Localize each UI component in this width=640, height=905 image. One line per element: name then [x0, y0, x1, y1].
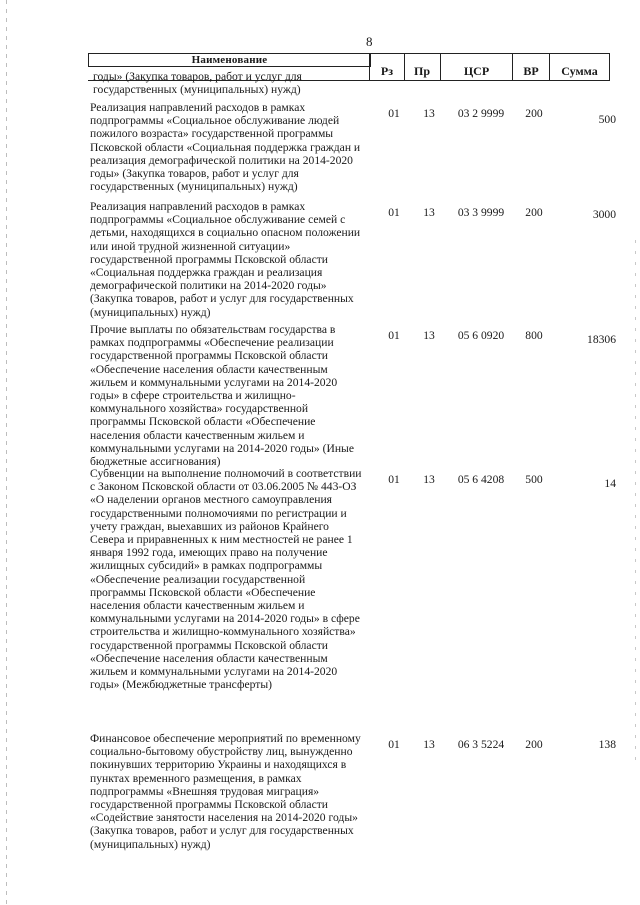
header-name: Наименование — [88, 54, 371, 67]
row-vr: 200 — [525, 738, 543, 751]
row-rz: 01 — [388, 473, 400, 486]
row-sum: 138 — [598, 738, 616, 751]
header-pr: Пр — [404, 54, 441, 80]
row-csr: 05 6 0920 — [457, 329, 505, 342]
scan-edge-right — [635, 240, 636, 760]
row-csr: 03 3 9999 — [457, 206, 505, 219]
row-vr: 200 — [525, 107, 543, 120]
carry-over-text: годы» (Закупка товаров, работ и услуг для государственных (муниципальных) нужд) — [93, 70, 302, 97]
scan-edge-left — [6, 0, 7, 905]
row-rz: 01 — [388, 329, 400, 342]
row-name: Прочие выплаты по обязательствам государства в рамках подпрограммы «Обеспечение реализации государственной программы Псковской области «Обеспечение населения области качественным жильем и коммунальными услугами на 2014-2020 годы» в сфере строительства и жилищно-коммунального хозяйства» государственной программы Псковской области «Обеспечение населения области качественным жильем и коммунальными услугами на 2014-2020 годы» (Иные бюджетные ассигнования) — [90, 323, 354, 469]
header-sum: Сумма — [550, 54, 610, 80]
row-csr: 06 3 5224 — [457, 738, 505, 751]
row-csr: 05 6 4208 — [457, 473, 505, 486]
row-csr: 03 2 9999 — [457, 107, 505, 120]
row-pr: 13 — [423, 473, 435, 486]
row-name: Финансовое обеспечение мероприятий по временному социально-бытовому обустройству лиц, вынужденно покинувших территорию Украины и находящихся в пунктах временного размещения, в рамках подпрограммы «Внешняя трудовая миграция» государственной программы Псковской области «Содействие занятости населения на 2014-2020 годы» (Закупка товаров, работ и услуг для государственных (муниципальных) нужд) — [90, 732, 361, 851]
row-vr: 500 — [525, 473, 543, 486]
row-pr: 13 — [423, 329, 435, 342]
page-number: 8 — [366, 34, 373, 49]
row-name: Субвенции на выполнение полномочий в соответствии с Законом Псковской области от 03.06.2005 № 443-ОЗ «О наделении органов местного самоуправления государственными полномочиями по регистрации и учету граждан, выехавших из районов Крайнего Севера и приравненных к ним местностей не ранее 1 января 1992 года, имеющих право на получение жилищных субсидий» в рамках подпрограммы «Обеспечение реализации государственной программы Псковской области «Обеспечение населения области качественным жильем и коммунальными услугами на 2014-2020 годы» в сфере строительства и жилищно-коммунального хозяйства» государственной программы Псковской области «Обеспечение населения области качественным жильем и коммунальными услугами на 2014-2020 годы» (Межбюджетные трансферты) — [90, 467, 362, 692]
row-sum: 3000 — [592, 208, 616, 221]
row-vr: 800 — [525, 329, 543, 342]
row-rz: 01 — [388, 738, 400, 751]
header-vr: ВР — [513, 54, 550, 80]
header-rz: Рз — [369, 54, 405, 80]
row-vr: 200 — [525, 206, 543, 219]
row-sum: 18306 — [587, 333, 616, 346]
row-pr: 13 — [423, 206, 435, 219]
header-csr: ЦСР — [441, 54, 513, 80]
row-sum: 14 — [604, 477, 616, 490]
row-name: Реализация направлений расходов в рамках подпрограммы «Социальное обслуживание семей с детьми, находящихся в социально опасном положении или иной трудной жизненной ситуации» государственной программы Псковской области «Социальная поддержка граждан и реализация демографической политики на 2014-2020 годы» (Закупка товаров, работ и услуг для государственных (муниципальных) нужд) — [90, 200, 361, 319]
row-pr: 13 — [423, 107, 435, 120]
row-name: Реализация направлений расходов в рамках подпрограммы «Социальное обслуживание людей пожилого возраста» государственной программы Псковской области «Социальная поддержка граждан и реализация демографической политики на 2014-2020 годы» (Закупка товаров, работ и услуг для государственных (муниципальных) нужд) — [90, 101, 361, 194]
row-sum: 500 — [598, 113, 616, 126]
row-pr: 13 — [423, 738, 435, 751]
row-rz: 01 — [388, 206, 400, 219]
row-rz: 01 — [388, 107, 400, 120]
